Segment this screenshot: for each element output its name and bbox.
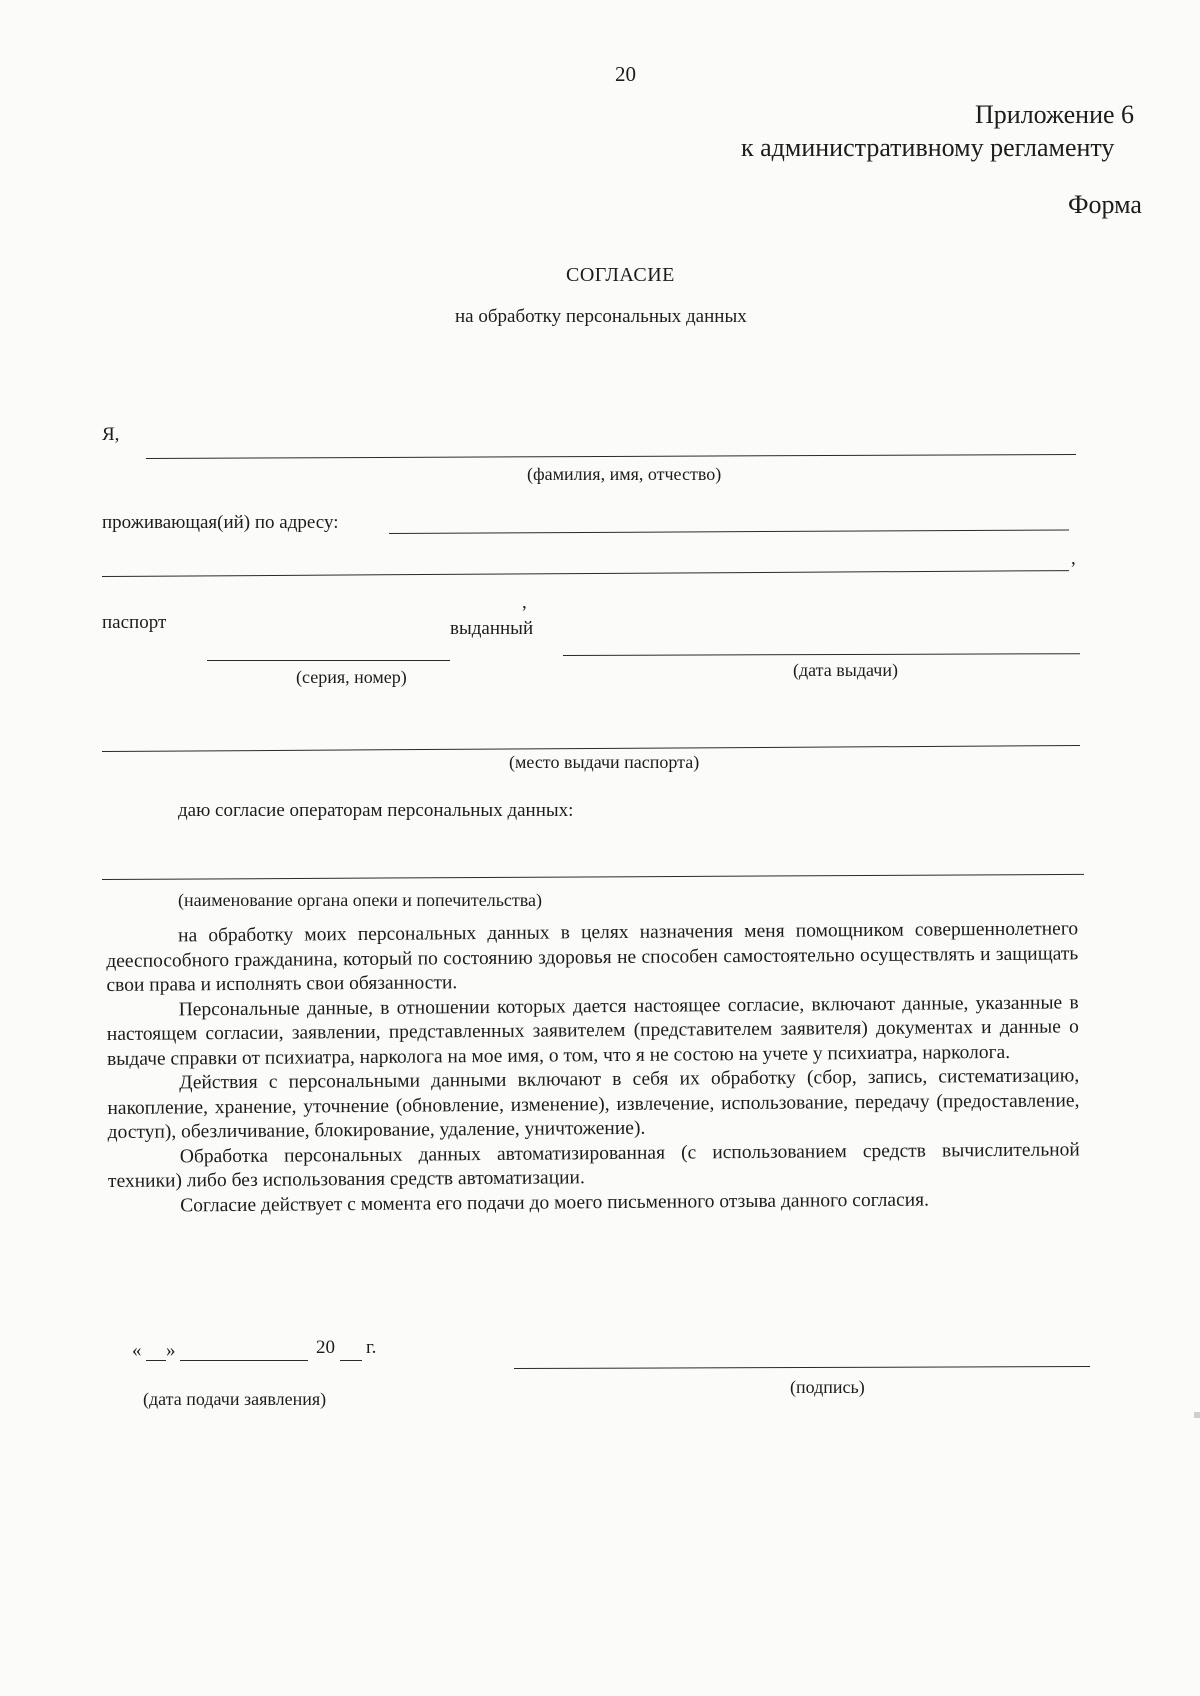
body-paragraph-validity: Согласие действует с момента его подачи до моего письменного отзыва данного согласия.	[180, 1189, 930, 1216]
signature-line	[514, 1366, 1090, 1369]
address-comma: ,	[1071, 548, 1076, 569]
authority-caption: (наименование органа опеки и попечительства)	[178, 890, 543, 910]
consent-body	[106, 917, 1080, 1219]
fio-line	[146, 454, 1076, 459]
series-caption: (серия, номер)	[296, 667, 407, 687]
issue-place-caption: (место выдачи паспорта)	[509, 752, 700, 772]
issue-place-line	[102, 745, 1080, 752]
body-paragraph-processing: Обработка персональных данных автоматизированная (с использованием средств вычислительной техники) либо без использования средств автоматизации.	[107, 1138, 1080, 1192]
year-prefix: 20	[316, 1337, 335, 1358]
passport-label: паспорт	[102, 612, 167, 633]
body-paragraph-purpose: на обработку моих персональных данных в целях назначения меня помощником совершеннолетнего дееспособного гражданина, который по состоянию здоровья не способен самостоятельно осуществлять и защищать свои права и исполнять свои обязанности.	[106, 918, 1079, 996]
document-subtitle: на обработку персональных данных	[455, 306, 747, 327]
document-title: СОГЛАСИЕ	[566, 264, 675, 286]
address-label: проживающая(ий) по адресу:	[102, 512, 339, 533]
address-line-1	[389, 529, 1069, 534]
date-day-line	[146, 1360, 166, 1361]
consent-to-operators: даю согласие операторам персональных данных:	[178, 800, 574, 821]
signature-caption: (подпись)	[790, 1377, 865, 1397]
form-label: Форма	[1068, 190, 1142, 219]
address-line-2	[102, 570, 1069, 577]
issued-label: выданный	[450, 618, 534, 639]
series-line	[207, 660, 450, 661]
scan-edge-mark	[1194, 1412, 1200, 1418]
fio-caption: (фамилия, имя, отчество)	[527, 464, 722, 484]
annex-line-1: Приложение 6	[975, 100, 1135, 129]
year-line	[340, 1360, 362, 1361]
issue-date-line	[563, 653, 1080, 656]
date-caption: (дата подачи заявления)	[143, 1389, 327, 1409]
body-paragraph-actions: Действия с персональными данными включают в себя их обработку (сбор, запись, систематизацию, накопление, хранение, уточнение (обновление, изменение), извлечение, использование, передачу (предоставление, доступ), обезличивание, блокирование, удаление, уничтожение).	[107, 1065, 1080, 1143]
body-paragraph-data-scope: Персональные данные, в отношении которых дается настоящее согласие, включают данные, указанные в настоящем согласии, заявлении, представленных заявителем (представителем заявителя) документах и данные о выдаче справки от психиатра, нарколога на мое имя, о том, что я не состою на учете у психиатра, нарколога.	[106, 991, 1079, 1070]
date-close-quote: »	[166, 1340, 176, 1361]
ya-label: Я,	[102, 424, 120, 445]
year-suffix: г.	[366, 1337, 377, 1358]
issue-date-caption: (дата выдачи)	[793, 660, 898, 680]
date-open-quote: «	[132, 1340, 142, 1361]
date-month-line	[180, 1360, 308, 1361]
authority-line	[102, 874, 1084, 880]
annex-line-2: к административному регламенту	[741, 133, 1115, 162]
passport-comma: ,	[522, 592, 527, 613]
page-number: 20	[615, 62, 636, 86]
